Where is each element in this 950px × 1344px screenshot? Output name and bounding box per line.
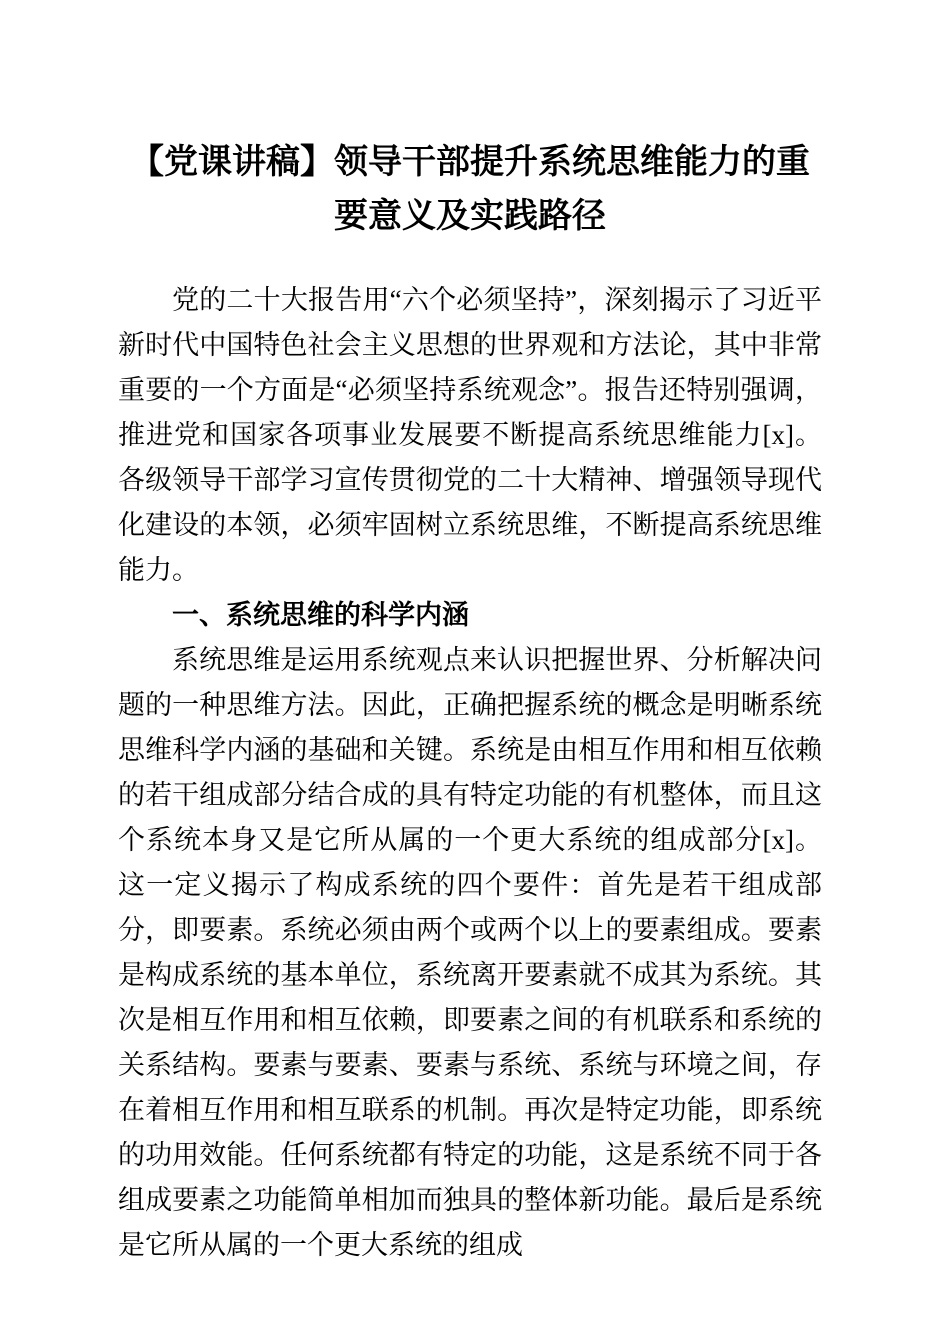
document-title: 【党课讲稿】领导干部提升系统思维能力的重要意义及实践路径 [130,144,810,235]
intro-paragraph: 党的二十大报告用“六个必须坚持”，深刻揭示了习近平新时代中国特色社会主义思想的世界观和方法论，其中非常重要的一个方面是“必须坚持系统观念”。报告还特别强调，推进党和国家各项事业发展要不断提高系统思维能力[x]。各级领导干部学习宣传贯彻党的二十大精神、增强领导现代化建设的本领，必须牢固树立系统思维，不断提高系统思维能力。 [118,285,822,585]
document-content [118,0,822,1268]
section-heading-1: 一、系统思维的科学内涵 [172,600,469,630]
section-1-paragraph: 系统思维是运用系统观点来认识把握世界、分析解决问题的一种思维方法。因此，正确把握系统的概念是明晰系统思维科学内涵的基础和关键。系统是由相互作用和相互依赖的若干组成部分结合成的具有特定功能的有机整体，而且这个系统本身又是它所从属的一个更大系统的组成部分[x]。这一定义揭示了构成系统的四个要件：首先是若干组成部分，即要素。系统必须由两个或两个以上的要素组成。要素是构成系统的基本单位，系统离开要素就不成其为系统。其次是相互作用和相互依赖，即要素之间的有机联系和系统的关系结构。要素与要素、要素与系统、系统与环境之间，存在着相互作用和相互联系的机制。再次是特定功能，即系统的功用效能。任何系统都有特定的功能，这是系统不同于各组成要素之功能简单相加而独具的整体新功能。最后是系统是它所从属的一个更大系统的组成 [118,645,822,1260]
